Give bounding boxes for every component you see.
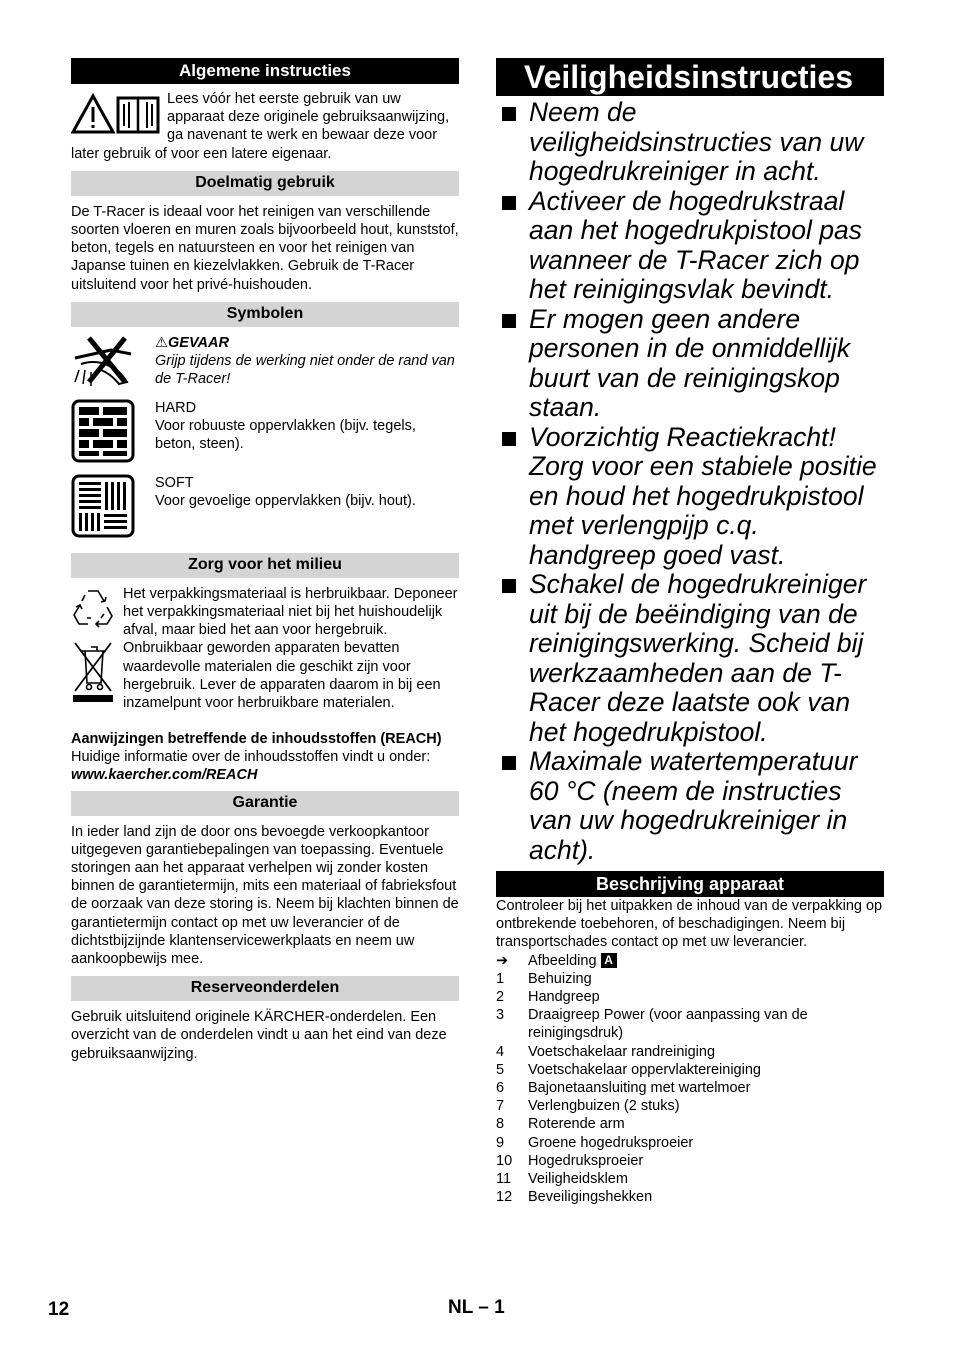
section-title-warranty: Garantie (71, 791, 459, 816)
part-item: 12 Beveiligingshekken (496, 1189, 653, 1206)
safety-item: Er mogen geen andere personen in de onmiddellijk buurt van de reinigingskop staan. (496, 305, 884, 423)
no-hand-under-edge-icon (71, 334, 137, 390)
section-title-description: Beschrijving apparaat (496, 871, 884, 897)
env-devices-text: Onbruikbaar geworden apparaten bevatten waardevolle materialen die geschikt zijn voor hergebruik. Lever de apparaten daarom in bij een inzamelpunt voor herbruikbare materialen. (123, 640, 441, 712)
safety-list (496, 98, 884, 865)
part-item: 4 Voetschakelaar randreiniging (496, 1043, 716, 1060)
recycling-icon (71, 585, 115, 629)
part-item: 2 Handgreep (496, 989, 600, 1006)
soft-surface-wood-icon (71, 474, 135, 538)
figure-reference: ➔ Afbeelding A (496, 952, 884, 970)
safety-item: Voorzichtig Reactiekracht! Zorg voor een stabiele positie en houd het hogedrukpistool met verlengpijp c.q. handgreep goed vast. (496, 423, 884, 571)
spare-parts-text: Gebruik uitsluitend originele KÄRCHER-onderdelen. Een overzicht van de onderdelen vindt u aan het eind van deze gebruiksaanwijzing. (71, 1009, 447, 1062)
section-general-instructions (71, 58, 459, 163)
danger-heading: ⚠GEVAAR (155, 334, 229, 351)
square-bullet-icon (502, 756, 516, 770)
square-bullet-icon (502, 579, 516, 593)
section-environment (71, 553, 459, 712)
section-reach (71, 730, 459, 784)
general-text: Lees vóór het eerste gebruik van uw apparaat deze originele gebruiksaanwijzing, ga navenant te werk en bewaar deze voor later gebruik of voor een latere eigenaar. (71, 91, 450, 162)
section-intended-use (71, 171, 459, 294)
square-bullet-icon (502, 314, 516, 328)
section-title-symbols: Symbolen (71, 302, 459, 327)
part-item: 6 Bajonetaansluiting met wartelmoer (496, 1080, 751, 1097)
soft-text: Voor gevoelige oppervlakken (bijv. hout). (155, 493, 416, 510)
env-packaging-text: Het verpakkingsmateriaal is herbruikbaar. Deponeer het verpakkingsmateriaal niet bij het huishoudelijk afval, maar bied het aan voor hergebruik. (123, 585, 458, 639)
arrow-right-icon: ➔ (496, 952, 509, 969)
reach-text: Huidige informatie over de inhoudsstoffen vindt u onder: (71, 749, 431, 766)
section-title-intended-use: Doelmatig gebruik (71, 171, 459, 196)
part-item: 10 Hogedruksproeier (496, 1152, 644, 1169)
hard-label: HARD (155, 399, 197, 416)
crossed-bin-icon (71, 639, 115, 705)
warranty-text: In ieder land zijn de door ons bevoegde verkoopkantoor uitgegeven garantiebepalingen van toepassing. Eventuele storingen aan het apparaat verhelpen wij zonder kosten binnen de garantietermijn, mits een materiaal of fabrieksfout de oorzaak van deze storing is. Neem bij klachten binnen de garantietermijn contact op met uw leverancier of de dichtstbijzijnde klantenservicewerkplaats en neem uw aankoopbewijs mee. (71, 823, 459, 968)
reach-link[interactable]: www.kaercher.com/REACH (71, 767, 258, 784)
section-title-general: Algemene instructies (71, 58, 459, 84)
env-devices-row (71, 639, 459, 712)
section-title-spare-parts: Reserveonderdelen (71, 976, 459, 1001)
safety-item: Maximale watertemperatuur 60 °C (neem de instructies van uw hogedrukreiniger in acht). (496, 747, 884, 865)
left-column (71, 58, 459, 1063)
square-bullet-icon (502, 432, 516, 446)
safety-item: Neem de veiligheidsinstructies van uw hogedrukreiniger in acht. (496, 98, 884, 187)
section-warranty (71, 791, 459, 969)
page-number: 12 (48, 1299, 70, 1320)
reach-title: Aanwijzingen betreffende de inhoudsstoffen (REACH) (71, 731, 442, 748)
section-symbols (71, 302, 459, 543)
part-item: 1 Behuizing (496, 970, 592, 987)
square-bullet-icon (502, 196, 516, 210)
hard-text: Voor robuuste oppervlakken (bijv. tegels, beton, steen). (155, 418, 416, 453)
language-page: NL – 1 (448, 1297, 505, 1318)
section-title-safety: Veiligheidsinstructies (496, 58, 884, 96)
square-bullet-icon (502, 107, 516, 121)
part-item: 8 Roterende arm (496, 1116, 625, 1133)
part-item: 5 Voetschakelaar oppervlaktereiniging (496, 1061, 761, 1078)
env-packaging-row (71, 585, 459, 640)
safety-item: Schakel de hogedrukreiniger uit bij de beëindiging van de reinigingswerking. Scheid bij werkzaamheden aan de T-Racer deze laatste ook van het hogedrukpistool. (496, 570, 884, 747)
danger-text: Grijp tijdens de werking niet onder de rand van de T-Racer! (155, 352, 455, 388)
warning-manual-icon (71, 92, 161, 136)
right-column (496, 58, 884, 1206)
safety-item: Activeer de hogedrukstraal aan het hogedrukpistool pas wanneer de T-Racer zich op het reinigingsvlak bevindt. (496, 187, 884, 305)
symbol-soft-row (71, 474, 459, 543)
part-item: 7 Verlengbuizen (2 stuks) (496, 1098, 680, 1115)
section-spare-parts (71, 976, 459, 1063)
part-item: 11 Veiligheidsklem (496, 1171, 628, 1188)
symbol-hard-row (71, 399, 459, 468)
warning-triangle-icon: ⚠ (155, 334, 168, 351)
part-item: 3 Draaigreep Power (voor aanpassing van de reinigingsdruk) (496, 1007, 808, 1042)
part-item: 9 Groene hogedruksproeier (496, 1134, 694, 1151)
hard-surface-brick-icon (71, 399, 135, 463)
figure-letter-badge: A (601, 953, 617, 968)
soft-label: SOFT (155, 474, 194, 491)
parts-list (496, 952, 884, 1207)
intended-use-text: De T-Racer is ideaal voor het reinigen van verschillende soorten vloeren en muren zoals bijvoorbeeld hout, kunststof, beton, tegels en natuursteen en voor het reinigen van Japanse tuinen en kiezelvlakken. Gebruik de T-Racer uitsluitend voor het privé-huishouden. (71, 203, 459, 293)
symbol-danger-row (71, 334, 459, 395)
section-title-environment: Zorg voor het milieu (71, 553, 459, 578)
description-text: Controleer bij het uitpakken de inhoud van de verpakking op ontbrekende toebehoren, of beschadigingen. Neem bij transportschades contact op met uw leverancier. (496, 898, 883, 951)
